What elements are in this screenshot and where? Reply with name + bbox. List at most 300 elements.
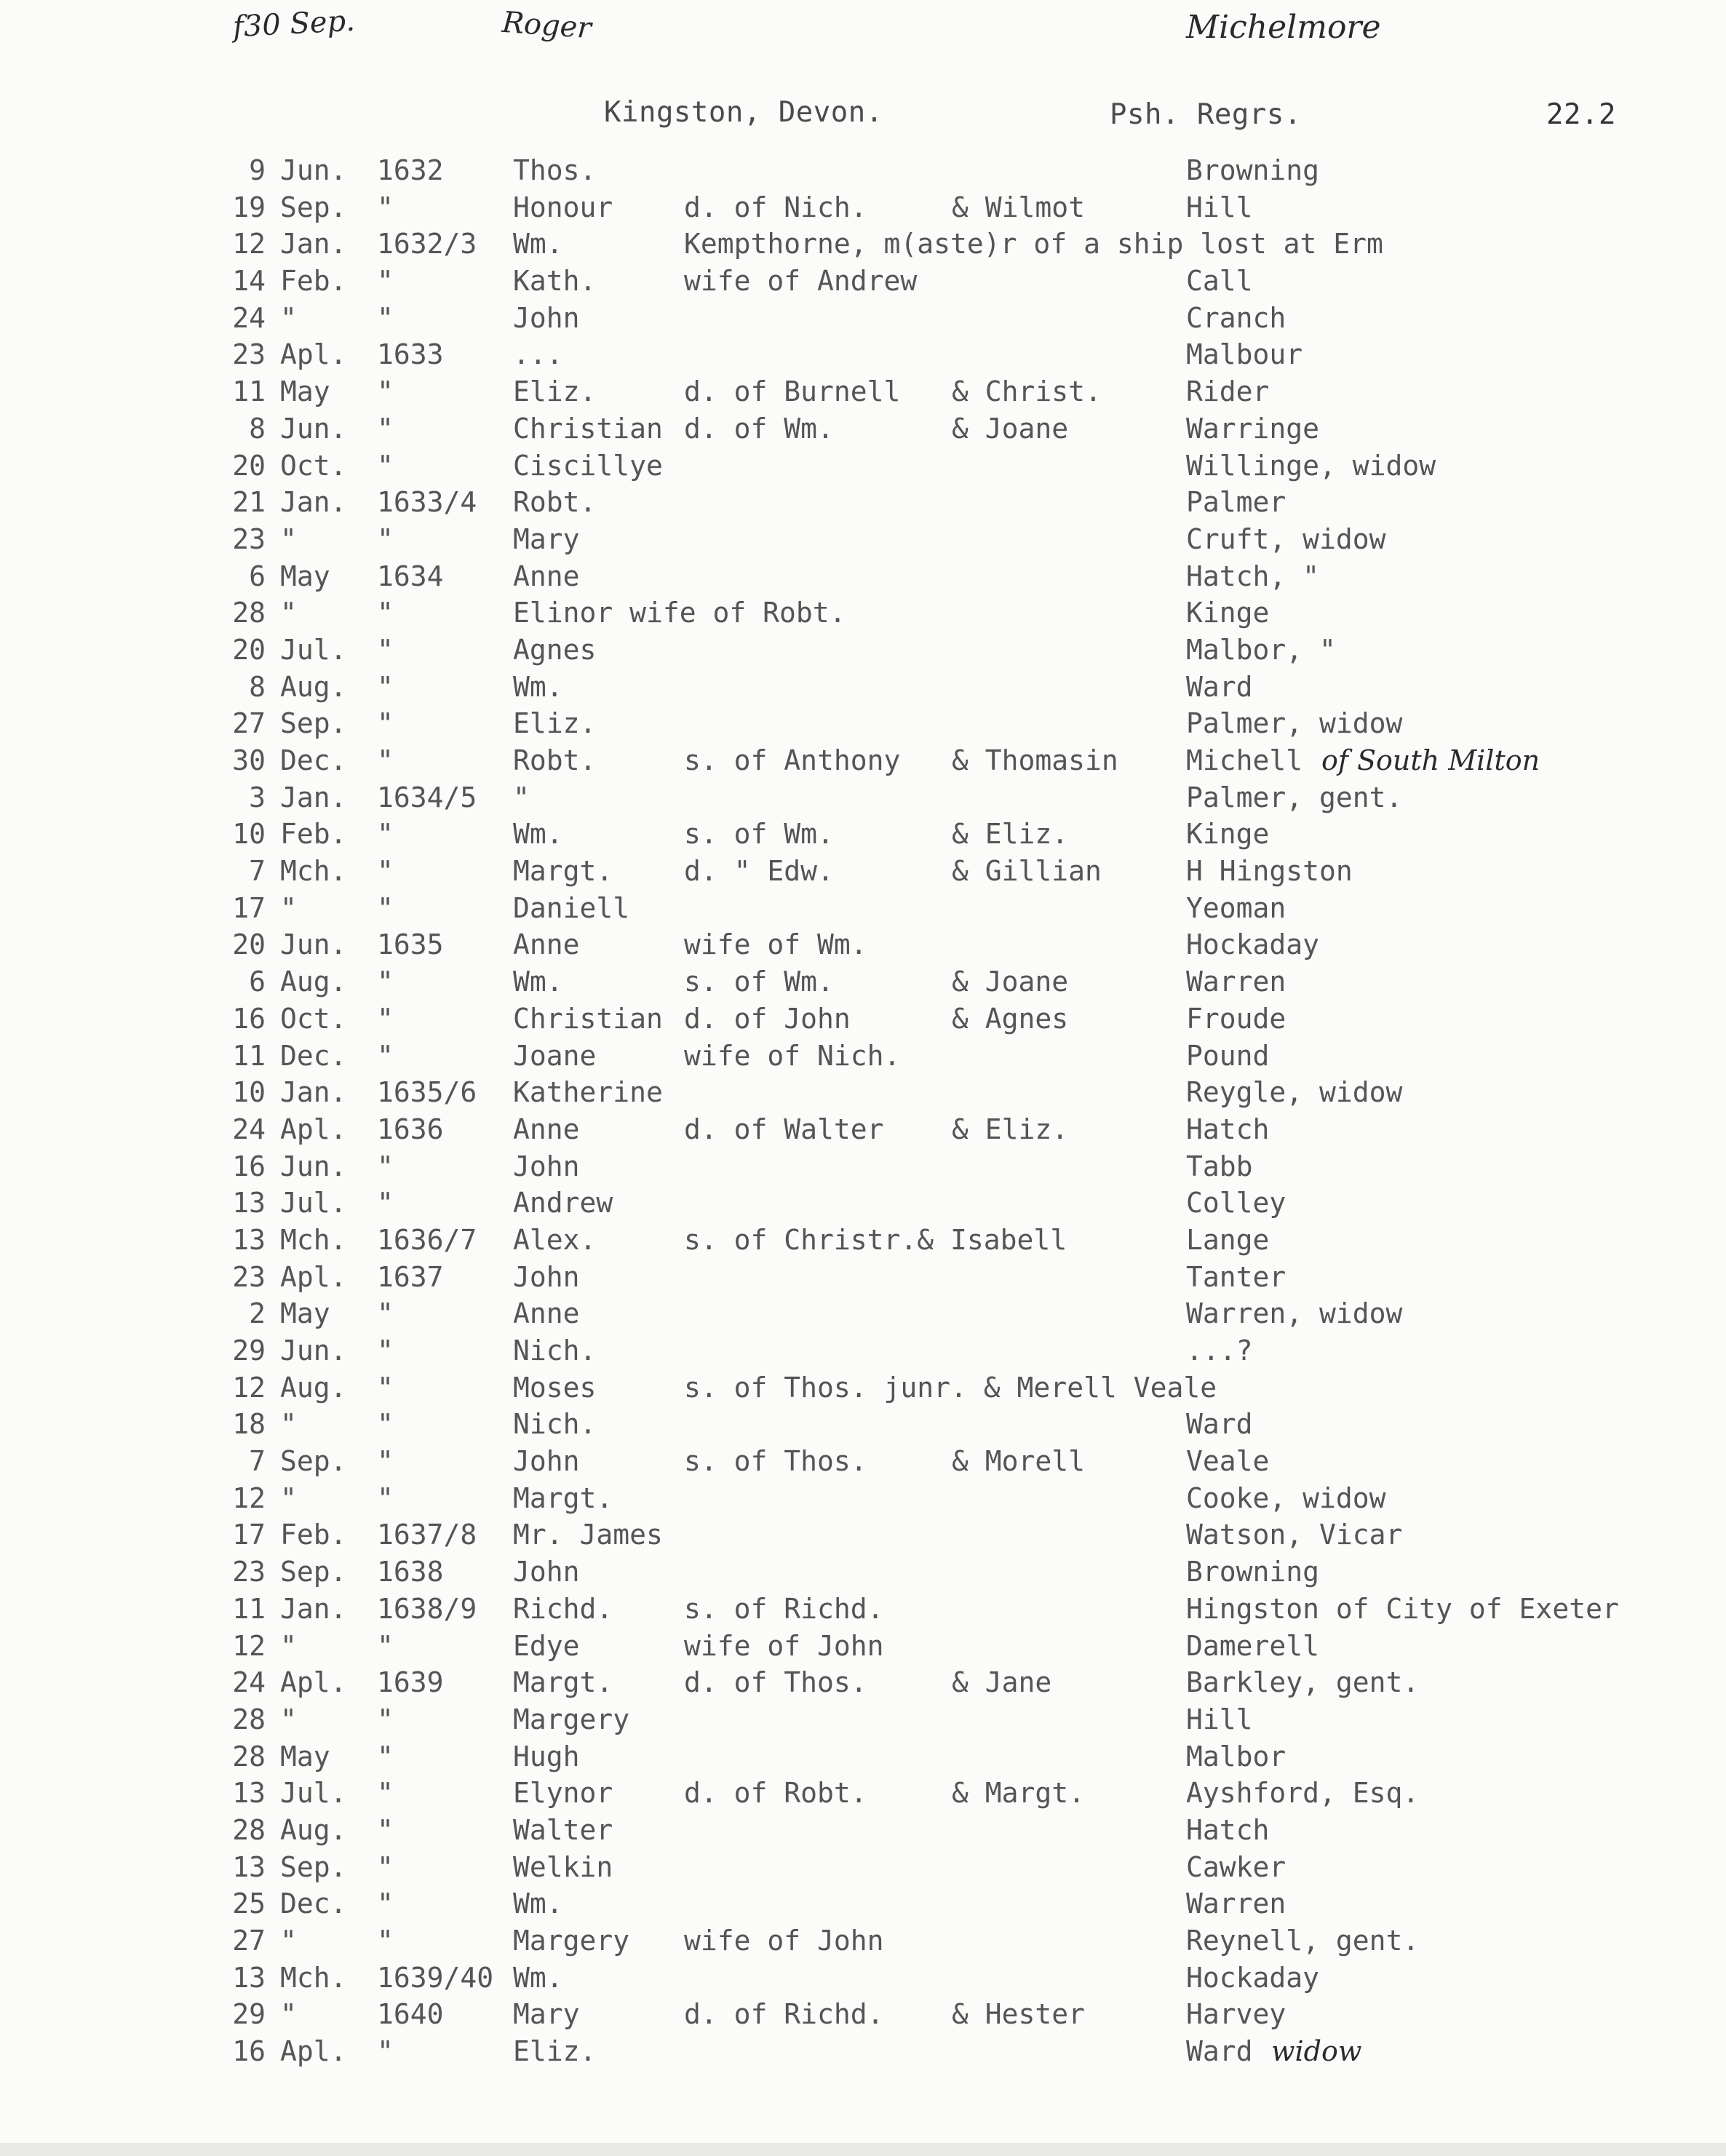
entry-year: 1639 bbox=[377, 1666, 444, 1699]
entry-row bbox=[0, 1113, 1726, 1150]
entry-row bbox=[0, 1297, 1726, 1334]
entry-forename: Anne bbox=[513, 1297, 580, 1330]
entry-year: " bbox=[377, 1187, 394, 1220]
entry-day: 23 bbox=[232, 1260, 266, 1293]
entry-month: Jun. bbox=[280, 1150, 347, 1182]
entry-year: 1638 bbox=[377, 1556, 444, 1588]
entry-year: " bbox=[377, 670, 394, 703]
entry-row bbox=[0, 1372, 1726, 1409]
entry-relation: d. of John bbox=[684, 1002, 851, 1035]
entry-year: 1637/8 bbox=[377, 1519, 477, 1551]
entry-month: " bbox=[280, 301, 297, 334]
entry-forename: Margt. bbox=[513, 1481, 613, 1514]
entry-year: " bbox=[377, 1888, 394, 1920]
entry-day: 6 bbox=[249, 560, 266, 592]
entry-day: 13 bbox=[232, 1850, 266, 1883]
entry-surname: Hatch, " bbox=[1186, 560, 1320, 592]
entry-row bbox=[0, 1888, 1726, 1925]
entry-month: May bbox=[280, 1297, 330, 1330]
entry-day: 20 bbox=[232, 928, 266, 961]
entry-surname: Kinge bbox=[1186, 818, 1270, 851]
entry-relation: wife of Wm. bbox=[684, 928, 867, 961]
entry-row bbox=[0, 1925, 1726, 1962]
entry-day: 8 bbox=[249, 412, 266, 445]
entry-month: Feb. bbox=[280, 265, 347, 298]
entry-row bbox=[0, 1556, 1726, 1593]
entry-forename: Robt. bbox=[513, 744, 597, 776]
entry-day: 16 bbox=[232, 2035, 266, 2068]
entry-row bbox=[0, 928, 1726, 966]
entry-surname: Barkley, gent. bbox=[1186, 1666, 1420, 1699]
entry-year: " bbox=[377, 597, 394, 629]
entry-row bbox=[0, 966, 1726, 1003]
entry-row bbox=[0, 560, 1726, 597]
entry-year: " bbox=[377, 1150, 394, 1182]
entry-month: Sep. bbox=[280, 1445, 347, 1478]
entry-year: " bbox=[377, 522, 394, 555]
entry-row bbox=[0, 597, 1726, 634]
entry-handwritten-note: of South Milton bbox=[1321, 744, 1540, 776]
entry-year: " bbox=[377, 265, 394, 298]
entry-month: Aug. bbox=[280, 966, 347, 998]
entry-forename: Anne bbox=[513, 560, 580, 592]
entry-surname: Cawker bbox=[1186, 1850, 1286, 1883]
entry-surname: Warringe bbox=[1186, 412, 1320, 445]
entry-relation: wife of John bbox=[684, 1925, 884, 1957]
entry-handwritten-note: widow bbox=[1271, 2035, 1362, 2068]
entry-day: 24 bbox=[232, 1113, 266, 1145]
entry-relation: wife of Andrew bbox=[684, 265, 918, 298]
entry-forename: Moses bbox=[513, 1371, 597, 1404]
entry-row bbox=[0, 1703, 1726, 1741]
entry-month: Sep. bbox=[280, 707, 347, 740]
entry-year: " bbox=[377, 633, 394, 666]
entry-surname: Cooke, widow bbox=[1186, 1481, 1386, 1514]
entry-month: Apl. bbox=[280, 1113, 347, 1145]
entry-forename: John bbox=[513, 301, 580, 334]
entry-month: Apl. bbox=[280, 1666, 347, 1699]
entry-forename: Andrew bbox=[513, 1187, 613, 1220]
entry-year: " bbox=[377, 1371, 394, 1404]
entry-surname: Hatch bbox=[1186, 1113, 1270, 1145]
entry-year: " bbox=[377, 891, 394, 924]
entry-year: 1636/7 bbox=[377, 1223, 477, 1256]
entry-month: " bbox=[280, 1925, 297, 1957]
entry-forename: Daniell bbox=[513, 891, 630, 924]
entry-surname: Ward bbox=[1186, 2035, 1253, 2068]
entry-row bbox=[0, 1187, 1726, 1224]
entry-day: 23 bbox=[232, 338, 266, 371]
entry-parent: & Wilmot bbox=[952, 191, 1086, 223]
entry-surname: Palmer, gent. bbox=[1186, 781, 1403, 814]
entry-month: Apl. bbox=[280, 1260, 347, 1293]
register-place: Kingston, Devon. bbox=[604, 96, 883, 129]
entry-relation: d. of Wm. bbox=[684, 412, 834, 445]
entry-month: Aug. bbox=[280, 670, 347, 703]
entry-day: 28 bbox=[232, 1813, 266, 1846]
entry-relation: s. of Richd. bbox=[684, 1592, 884, 1625]
entry-day: 27 bbox=[232, 1925, 266, 1957]
entry-month: Jan. bbox=[280, 486, 347, 519]
entry-year: " bbox=[377, 412, 394, 445]
entry-day: 23 bbox=[232, 522, 266, 555]
entry-row bbox=[0, 818, 1726, 855]
entry-parent: & Thomasin bbox=[952, 744, 1118, 776]
entry-day: 17 bbox=[232, 1519, 266, 1551]
entry-year: " bbox=[377, 2035, 394, 2068]
entry-row bbox=[0, 302, 1726, 339]
entry-surname: Reygle, widow bbox=[1186, 1076, 1403, 1109]
entry-year: 1634 bbox=[377, 560, 444, 592]
entry-year: " bbox=[377, 301, 394, 334]
entry-row bbox=[0, 855, 1726, 892]
handwritten-note-forename: Roger bbox=[501, 5, 593, 46]
entry-year: " bbox=[377, 1777, 394, 1810]
entry-surname: Yeoman bbox=[1186, 891, 1286, 924]
entry-month: Dec. bbox=[280, 1039, 347, 1072]
entry-month: Feb. bbox=[280, 818, 347, 851]
entry-year: " bbox=[377, 449, 394, 482]
entry-day: 11 bbox=[232, 1039, 266, 1072]
entry-forename: Margt. bbox=[513, 855, 613, 888]
entry-row bbox=[0, 154, 1726, 191]
entry-row bbox=[0, 2035, 1726, 2072]
entry-surname: Warren bbox=[1186, 1888, 1286, 1920]
entry-row bbox=[0, 744, 1726, 781]
entry-surname: Cruft, widow bbox=[1186, 522, 1386, 555]
entry-relation: Kempthorne, m(aste)r of a ship lost at Erm bbox=[684, 228, 1383, 260]
handwritten-note-top-left: f30 Sep. bbox=[231, 4, 356, 44]
entry-relation: s. of Wm. bbox=[684, 966, 834, 998]
entry-row bbox=[0, 1224, 1726, 1261]
entry-month: May bbox=[280, 375, 330, 408]
entry-forename: " bbox=[513, 781, 530, 814]
entry-day: 10 bbox=[232, 1076, 266, 1109]
entry-surname: Hill bbox=[1186, 1703, 1253, 1735]
entry-forename: Joane bbox=[513, 1039, 597, 1072]
entry-forename: Mr. James bbox=[513, 1519, 663, 1551]
entry-forename: Elynor bbox=[513, 1777, 613, 1810]
entry-month: Dec. bbox=[280, 1888, 347, 1920]
entry-year: 1633/4 bbox=[377, 486, 477, 519]
entry-surname: Hockaday bbox=[1186, 928, 1320, 961]
entry-row bbox=[0, 1998, 1726, 2035]
entry-relation: s. of Anthony bbox=[684, 744, 901, 776]
entry-day: 25 bbox=[232, 1888, 266, 1920]
entry-forename: Nich. bbox=[513, 1334, 597, 1367]
entry-month: " bbox=[280, 522, 297, 555]
entry-parent: & Christ. bbox=[952, 375, 1102, 408]
entry-forename: Richd. bbox=[513, 1592, 613, 1625]
entry-year: 1633 bbox=[377, 338, 444, 371]
burial-entries bbox=[0, 154, 1726, 2072]
entry-day: 11 bbox=[232, 375, 266, 408]
entry-day: 20 bbox=[232, 449, 266, 482]
entry-row bbox=[0, 1408, 1726, 1445]
entry-surname: Hockaday bbox=[1186, 1961, 1320, 1994]
entry-forename: Wm. bbox=[513, 818, 563, 851]
entry-day: 12 bbox=[232, 1481, 266, 1514]
entry-month: " bbox=[280, 1703, 297, 1735]
entry-surname: Michell bbox=[1186, 744, 1303, 776]
entry-row bbox=[0, 265, 1726, 302]
entry-year: " bbox=[377, 966, 394, 998]
entry-year: " bbox=[377, 818, 394, 851]
entry-day: 2 bbox=[249, 1297, 266, 1330]
entry-year: " bbox=[377, 1408, 394, 1441]
entry-day: 12 bbox=[232, 228, 266, 260]
entry-surname: Browning bbox=[1186, 154, 1320, 186]
entry-row bbox=[0, 781, 1726, 819]
entry-year: 1634/5 bbox=[377, 781, 477, 814]
entry-relation: s. of Thos. bbox=[684, 1445, 867, 1478]
entry-forename: Walter bbox=[513, 1813, 613, 1846]
entry-forename: Honour bbox=[513, 191, 613, 223]
entry-day: 29 bbox=[232, 1998, 266, 2031]
register-type: Psh. Regrs. bbox=[1110, 98, 1302, 131]
entry-forename: Margery bbox=[513, 1925, 630, 1957]
entry-row bbox=[0, 1814, 1726, 1851]
entry-relation: wife of Nich. bbox=[684, 1039, 901, 1072]
entry-month: Mch. bbox=[280, 1223, 347, 1256]
entry-year: " bbox=[377, 744, 394, 776]
entry-day: 20 bbox=[232, 633, 266, 666]
entry-surname: Ayshford, Esq. bbox=[1186, 1777, 1420, 1810]
entry-row bbox=[0, 228, 1726, 265]
entry-forename: Nich. bbox=[513, 1408, 597, 1441]
entry-day: 30 bbox=[232, 744, 266, 776]
entry-year: 1635 bbox=[377, 928, 444, 961]
entry-month: Mch. bbox=[280, 1961, 347, 1994]
entry-surname: Malbour bbox=[1186, 338, 1303, 371]
entry-day: 11 bbox=[232, 1592, 266, 1625]
entry-surname: Malbor, " bbox=[1186, 633, 1336, 666]
entry-parent: & Eliz. bbox=[952, 1113, 1069, 1145]
entry-relation: d. of Thos. bbox=[684, 1666, 867, 1699]
entry-row bbox=[0, 1741, 1726, 1778]
entry-day: 8 bbox=[249, 670, 266, 703]
entry-year: 1639/40 bbox=[377, 1961, 494, 1994]
entry-surname: Watson, Vicar bbox=[1186, 1519, 1403, 1551]
entry-day: 28 bbox=[232, 597, 266, 629]
entry-day: 12 bbox=[232, 1629, 266, 1662]
entry-surname: Tanter bbox=[1186, 1260, 1286, 1293]
entry-surname: Warren, widow bbox=[1186, 1297, 1403, 1330]
entry-row bbox=[0, 1040, 1726, 1077]
entry-forename: Eliz. bbox=[513, 2035, 597, 2068]
entry-row bbox=[0, 413, 1726, 450]
entry-month: " bbox=[280, 891, 297, 924]
entry-day: 18 bbox=[232, 1408, 266, 1441]
entry-surname: Colley bbox=[1186, 1187, 1286, 1220]
entry-year: " bbox=[377, 1445, 394, 1478]
entry-parent: & Morell bbox=[952, 1445, 1086, 1478]
entry-day: 28 bbox=[232, 1703, 266, 1735]
entry-year: " bbox=[377, 191, 394, 223]
entry-surname: Hingston of City of Exeter bbox=[1186, 1592, 1619, 1625]
entry-relation: d. of Richd. bbox=[684, 1998, 884, 2031]
entry-forename: Christian bbox=[513, 412, 663, 445]
entry-relation: s. of Wm. bbox=[684, 818, 834, 851]
entry-row bbox=[0, 375, 1726, 413]
entry-day: 13 bbox=[232, 1961, 266, 1994]
entry-row bbox=[0, 1076, 1726, 1113]
entry-day: 6 bbox=[249, 966, 266, 998]
entry-forename: Robt. bbox=[513, 486, 597, 519]
entry-parent: & Agnes bbox=[952, 1002, 1069, 1035]
entry-relation: wife of John bbox=[684, 1629, 884, 1662]
entry-surname: Lange bbox=[1186, 1223, 1270, 1256]
entry-parent: & Joane bbox=[952, 966, 1069, 998]
entry-year: 1638/9 bbox=[377, 1592, 477, 1625]
entry-year: " bbox=[377, 1813, 394, 1846]
entry-forename: Katherine bbox=[513, 1076, 663, 1109]
entry-row bbox=[0, 707, 1726, 744]
entry-row bbox=[0, 1777, 1726, 1814]
entry-forename: Elinor wife of Robt. bbox=[513, 597, 846, 629]
entry-row bbox=[0, 1666, 1726, 1703]
entry-surname: Cranch bbox=[1186, 301, 1286, 334]
entry-surname: Veale bbox=[1186, 1445, 1270, 1478]
entry-day: 27 bbox=[232, 707, 266, 740]
entry-forename: John bbox=[513, 1556, 580, 1588]
entry-month: Jun. bbox=[280, 154, 347, 186]
entry-forename: Agnes bbox=[513, 633, 597, 666]
entry-year: 1635/6 bbox=[377, 1076, 477, 1109]
entry-year: " bbox=[377, 1039, 394, 1072]
entry-month: Jul. bbox=[280, 1187, 347, 1220]
entry-surname: Ward bbox=[1186, 670, 1253, 703]
entry-day: 13 bbox=[232, 1777, 266, 1810]
entry-forename: John bbox=[513, 1260, 580, 1293]
entry-row bbox=[0, 671, 1726, 708]
entry-year: " bbox=[377, 1703, 394, 1735]
entry-month: Jun. bbox=[280, 928, 347, 961]
entry-relation: s. of Thos. junr. & Merell Veale bbox=[684, 1371, 1217, 1404]
entry-row bbox=[0, 892, 1726, 929]
entry-row bbox=[0, 1445, 1726, 1482]
entry-year: " bbox=[377, 1334, 394, 1367]
entry-row bbox=[0, 1003, 1726, 1040]
entry-day: 13 bbox=[232, 1223, 266, 1256]
entry-forename: Hugh bbox=[513, 1740, 580, 1773]
entry-day: 21 bbox=[232, 486, 266, 519]
entry-month: Jan. bbox=[280, 1592, 347, 1625]
entry-forename: Christian bbox=[513, 1002, 663, 1035]
entry-month: " bbox=[280, 1481, 297, 1514]
entry-day: 12 bbox=[232, 1371, 266, 1404]
entry-month: Jul. bbox=[280, 633, 347, 666]
entry-forename: Ciscillye bbox=[513, 449, 663, 482]
entry-surname: Palmer, widow bbox=[1186, 707, 1403, 740]
entry-year: 1632/3 bbox=[377, 228, 477, 260]
entry-forename: Welkin bbox=[513, 1850, 613, 1883]
entry-relation: s. of Christr.& Isabell bbox=[684, 1223, 1067, 1256]
entry-month: Mch. bbox=[280, 855, 347, 888]
entry-year: " bbox=[377, 1740, 394, 1773]
entry-year: " bbox=[377, 1850, 394, 1883]
entry-day: 19 bbox=[232, 191, 266, 223]
entry-day: 3 bbox=[249, 781, 266, 814]
entry-surname: Palmer bbox=[1186, 486, 1286, 519]
entry-forename: Wm. bbox=[513, 966, 563, 998]
handwritten-note-surname: Michelmore bbox=[1186, 9, 1381, 46]
entry-surname: Willinge, widow bbox=[1186, 449, 1436, 482]
entry-row bbox=[0, 523, 1726, 560]
entry-forename: ... bbox=[513, 338, 563, 371]
entry-year: " bbox=[377, 1481, 394, 1514]
entry-day: 17 bbox=[232, 891, 266, 924]
entry-month: " bbox=[280, 1998, 297, 2031]
entry-surname: H Hingston bbox=[1186, 855, 1353, 888]
entry-surname: Ward bbox=[1186, 1408, 1253, 1441]
entry-surname: Tabb bbox=[1186, 1150, 1253, 1182]
entry-year: " bbox=[377, 1629, 394, 1662]
entry-parent: & Jane bbox=[952, 1666, 1052, 1699]
entry-row bbox=[0, 634, 1726, 671]
entry-forename: Anne bbox=[513, 1113, 580, 1145]
entry-relation: d. of Walter bbox=[684, 1113, 884, 1145]
entry-month: Jun. bbox=[280, 1334, 347, 1367]
entry-month: Sep. bbox=[280, 191, 347, 223]
entry-row bbox=[0, 1482, 1726, 1519]
entry-month: Sep. bbox=[280, 1556, 347, 1588]
entry-row bbox=[0, 1334, 1726, 1372]
entry-surname: Browning bbox=[1186, 1556, 1320, 1588]
entry-year: " bbox=[377, 707, 394, 740]
entry-surname: Froude bbox=[1186, 1002, 1286, 1035]
entry-row bbox=[0, 1261, 1726, 1298]
entry-forename: Eliz. bbox=[513, 707, 597, 740]
entry-year: 1632 bbox=[377, 154, 444, 186]
entry-year: " bbox=[377, 375, 394, 408]
entry-year: 1637 bbox=[377, 1260, 444, 1293]
entry-month: Jan. bbox=[280, 781, 347, 814]
entry-forename: Margery bbox=[513, 1703, 630, 1735]
entry-forename: Margt. bbox=[513, 1666, 613, 1699]
entry-row bbox=[0, 191, 1726, 228]
entry-surname: Harvey bbox=[1186, 1998, 1286, 2031]
entry-month: Apl. bbox=[280, 2035, 347, 2068]
entry-relation: d. of Robt. bbox=[684, 1777, 867, 1810]
entry-forename: Edye bbox=[513, 1629, 580, 1662]
entry-forename: Wm. bbox=[513, 1888, 563, 1920]
entry-day: 28 bbox=[232, 1740, 266, 1773]
entry-month: May bbox=[280, 1740, 330, 1773]
entry-month: Oct. bbox=[280, 449, 347, 482]
entry-month: Dec. bbox=[280, 744, 347, 776]
entry-surname: Hatch bbox=[1186, 1813, 1270, 1846]
entry-relation: d. of Burnell bbox=[684, 375, 901, 408]
entry-day: 14 bbox=[232, 265, 266, 298]
entry-row bbox=[0, 1962, 1726, 1999]
entry-parent: & Margt. bbox=[952, 1777, 1086, 1810]
entry-relation: d. " Edw. bbox=[684, 855, 834, 888]
entry-year: " bbox=[377, 1002, 394, 1035]
entry-month: Feb. bbox=[280, 1519, 347, 1551]
entry-row bbox=[0, 1593, 1726, 1630]
entry-year: " bbox=[377, 1925, 394, 1957]
entry-month: Aug. bbox=[280, 1813, 347, 1846]
entry-year: 1640 bbox=[377, 1998, 444, 2031]
entry-forename: Wm. bbox=[513, 1961, 563, 1994]
entry-surname: ...? bbox=[1186, 1334, 1253, 1367]
entry-row bbox=[0, 1851, 1726, 1888]
entry-forename: Wm. bbox=[513, 670, 563, 703]
entry-forename: Anne bbox=[513, 928, 580, 961]
entry-day: 13 bbox=[232, 1187, 266, 1220]
entry-month: " bbox=[280, 1629, 297, 1662]
